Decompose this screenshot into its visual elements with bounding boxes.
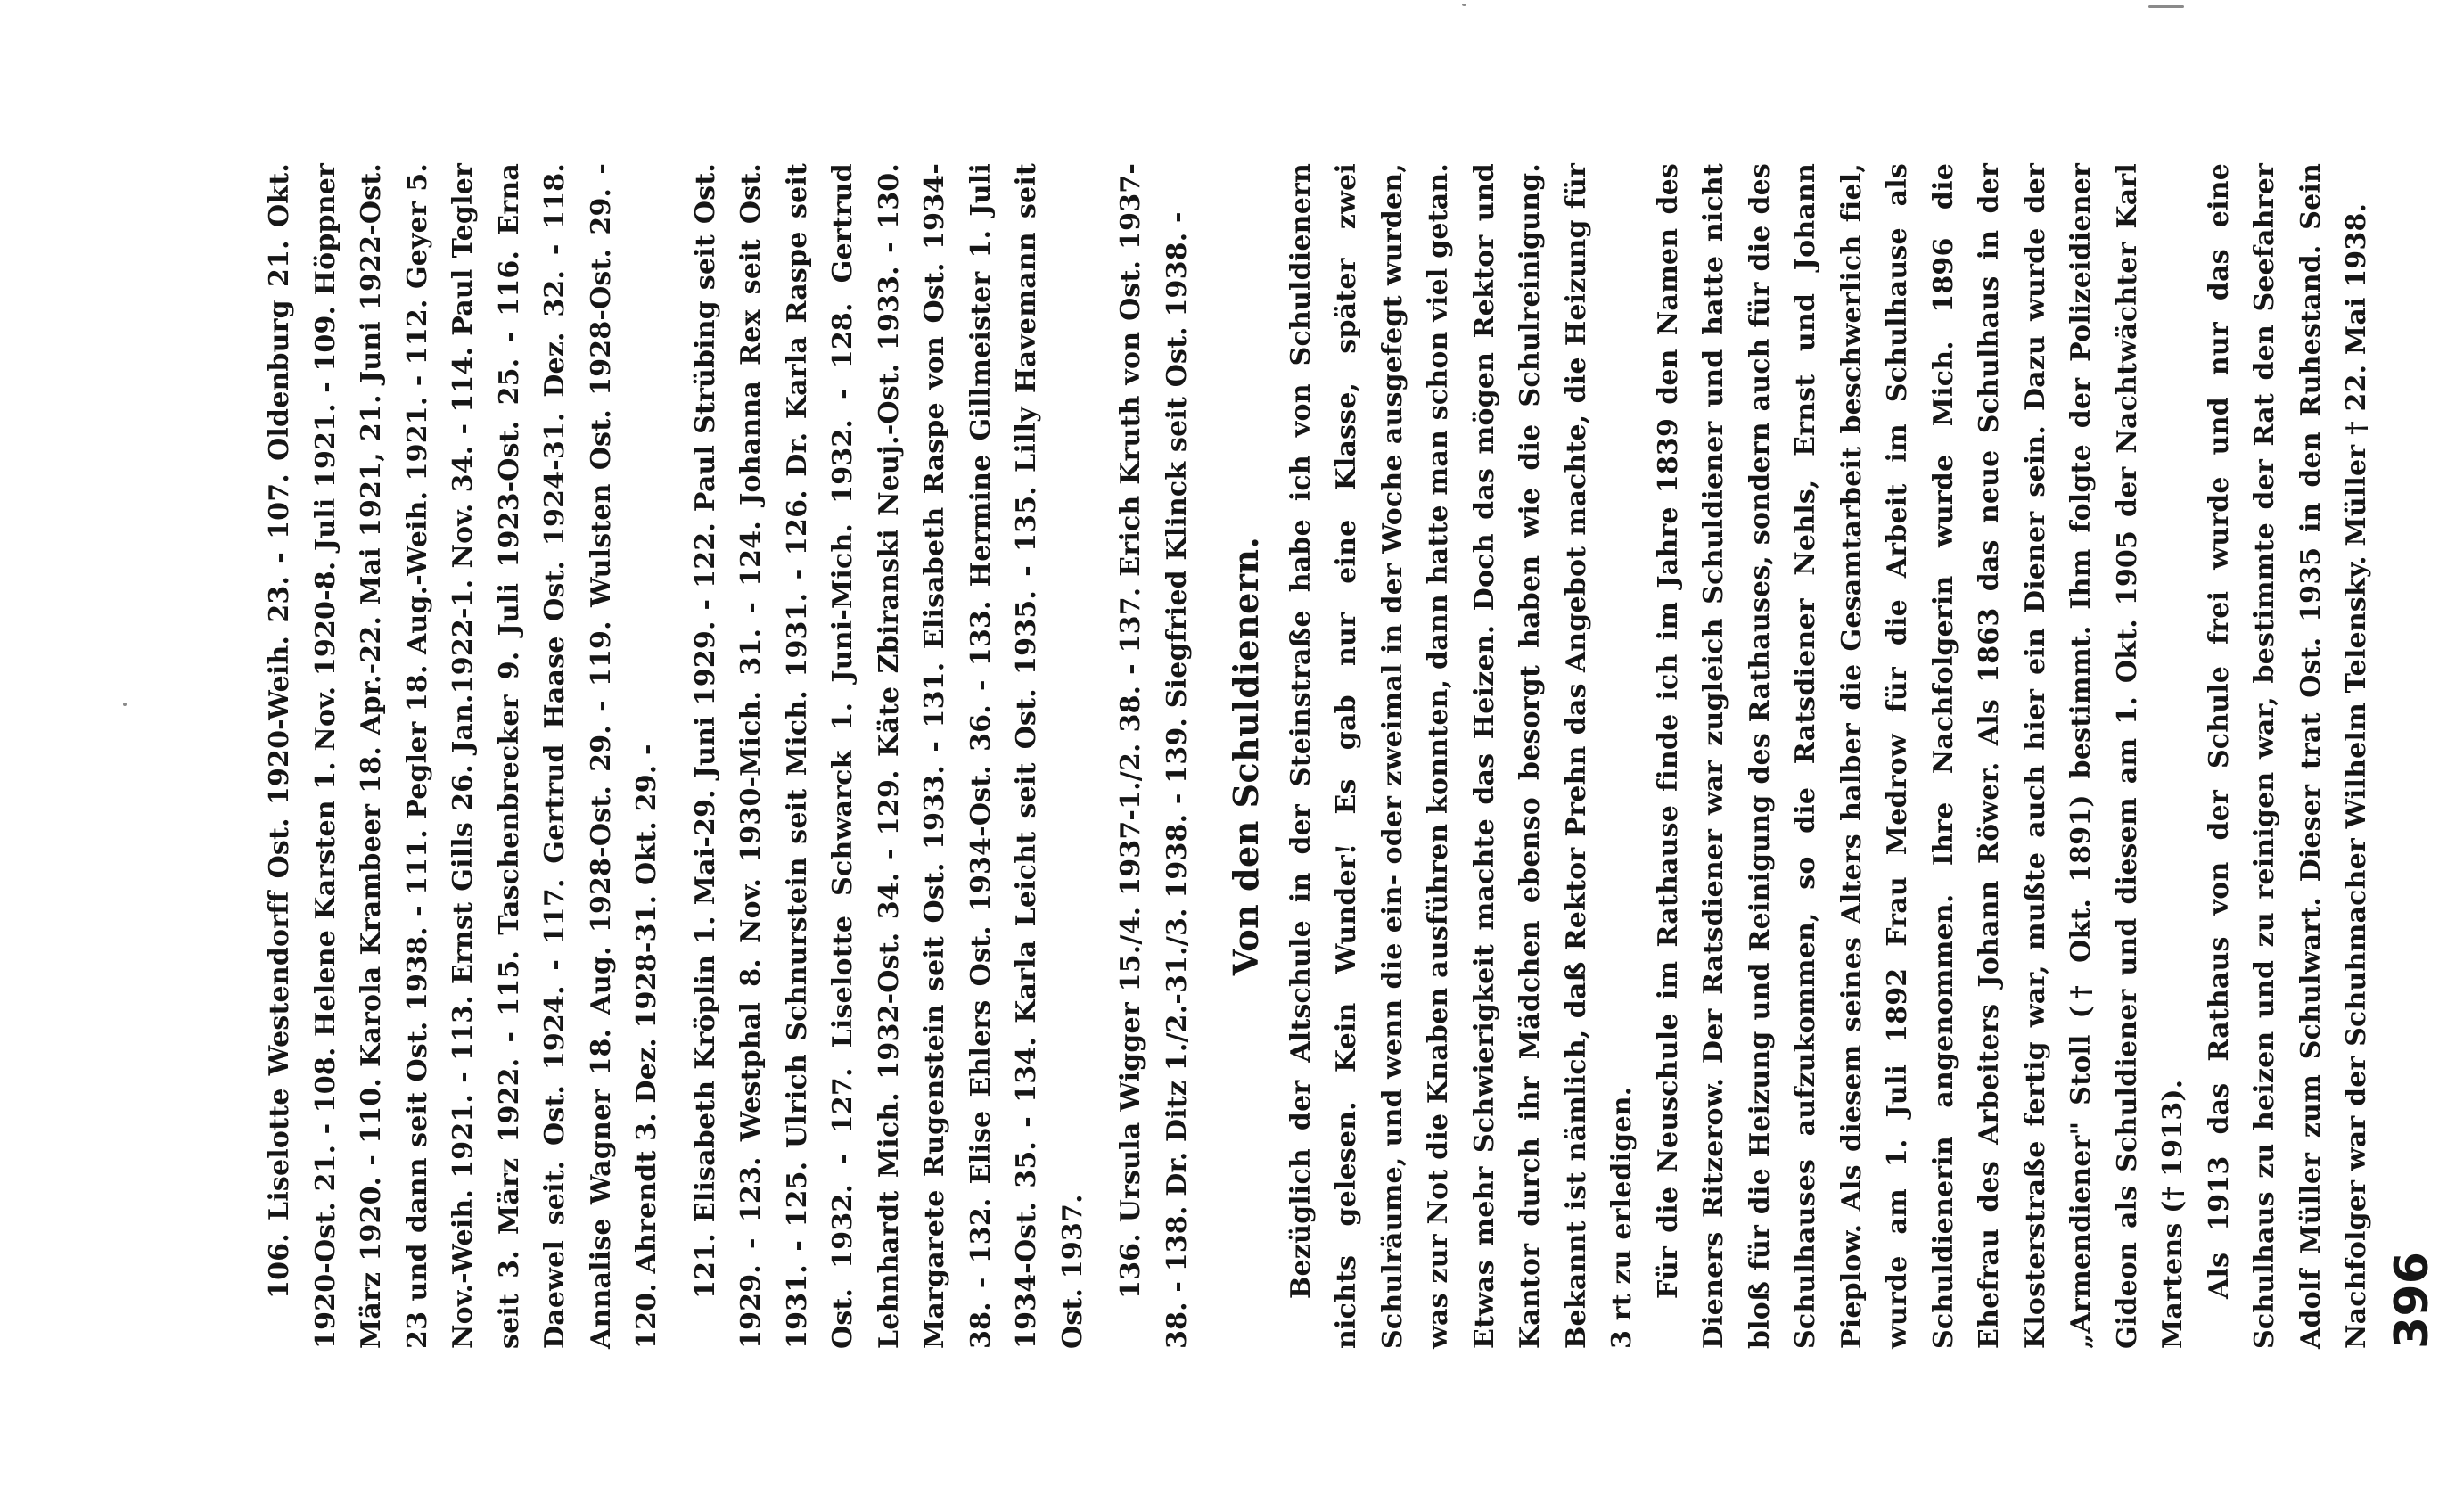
- body-paragraph: Für die Neuschule im Rathause finde ich im Jahre 1839 den Namen des Dieners Ritzerow. Der Ratsdiener war zugleich Schuldiener und hatte nicht bloß für die Heizung und Reinigung des Rathauses, sondern auch für die des Schulhauses aufzukommen, so die Ratsdiener Nehls, Ernst und Johann Pieplow. Als diesem seines Alters halber die Gesamtarbeit beschwerlich fiel, wurde am 1. Juli 1892 Frau Medrow für die Arbeit im Schulhause als Schuldienerin angenommen. Ihre Nachfolgerin wurde Mich. 1896 die Ehefrau des Arbeiters Johann Röwer. Als 1863 das neue Schulhaus in der Klosterstraße fertig war, mußte auch hier ein Diener sein. Dazu wurde der „Armendiener" Stoll († Okt. 1891) bestimmt. Ihm folgte der Polizeidiener Gideon als Schuldiener und diesem am 1. Okt. 1905 der Nachtwächter Karl Martens († 1913).: [1652, 163, 2189, 1349]
- staff-list-paragraph: 106. Liselotte Westendorff Ost. 1920-Weih. 23. - 107. Oldenburg 21. Okt. 1920-Ost. 21. - 108. Helene Karsten 1. Nov. 1920-8. Juli 1921. - 109. Höppner März 1920. - 110. Karola Krambeer 18. Apr.-22. Mai 1921, 21. Juni 1922-Ost. 23 und dann seit Ost. 1938. - 111. Pegler 18. Aug.-Weih. 1921. - 112. Geyer 5. Nov.-Weih. 1921. - 113. Ernst Gills 26. Jan.1922-1. Nov. 34. - 114. Paul Tegler seit 3. März 1922. - 115. Taschenbrecker 9. Juli 1923-Ost. 25. - 116. Erna Daewel seit. Ost. 1924. - 117. Gertrud Haase Ost. 1924-31. Dez. 32. - 118. Annalise Wagner 18. Aug. 1928-Ost. 29. - 119. Wulsten Ost. 1928-Ost. 29. - 120. Ahrendt 3. Dez. 1928-31. Okt. 29. -: [264, 163, 662, 1349]
- staff-list-paragraph: 121. Elisabeth Kröplin 1. Mai-29. Juni 1929. - 122. Paul Strübing seit Ost. 1929. - 123. Westphal 8. Nov. 1930-Mich. 31. - 124. Johanna Rex seit Ost. 1931. - 125. Ulrich Schnurstein seit Mich. 1931. - 126. Dr. Karla Raspe seit Ost. 1932. - 127. Liselotte Schwarck 1. Juni-Mich. 1932. - 128. Gertrud Lehnhardt Mich. 1932-Ost. 34. - 129. Käte Zbiranski Neuj.-Ost. 1933. - 130. Margarete Rugenstein seit Ost. 1933. - 131. Elisabeth Raspe von Ost. 1934-38. - 132. Elise Ehlers Ost. 1934-Ost. 36. - 133. Hermine Gillmeister 1. Juli 1934-Ost. 35. - 134. Karla Leicht seit Ost. 1935. - 135. Lilly Havemann seit Ost. 1937.: [689, 163, 1088, 1349]
- page-number: 396: [2385, 1251, 2439, 1349]
- scan-speck: [1462, 4, 1466, 6]
- staff-list-paragraph: 136. Ursula Wigger 15./4. 1937-1./2. 38. - 137. Erich Kruth von Ost. 1937-38. - 138. Dr. Ditz 1./2.-31./3. 1938. - 139. Siegfried Klinck seit Ost. 1938. -: [1115, 163, 1193, 1349]
- scan-speck: [2148, 5, 2184, 8]
- rotated-page: [257, 163, 2439, 1349]
- scan-speck: [123, 703, 127, 706]
- body-paragraph: Bezüglich der Altschule in der Steinstraße habe ich von Schuldienern nichts gelesen. Kein Wunder! Es gab nur eine Klasse, später zwei Schulräume, und wenn die ein- oder zweimal in der Woche ausgefegt wurden, was zur Not die Knaben ausführen konnten, dann hatte man schon viel getan. Etwas mehr Schwierigkeit machte das Heizen. Doch das mögen Rektor und Kantor durch ihr Mädchen ebenso besorgt haben wie die Schulreinigung. Bekannt ist nämlich, daß Rektor Prehn das Angebot machte, die Heizung für 3 rt zu erledigen.: [1285, 163, 1638, 1349]
- section-heading: Von den Schuldienern.: [1226, 536, 1266, 976]
- body-paragraph: Als 1913 das Rathaus von der Schule frei wurde und nur das eine Schulhaus zu heizen und zu reinigen war, bestimmte der Rat den Seefahrer Adolf Müller zum Schulwart. Dieser trat Ost. 1935 in den Ruhestand. Sein Nachfolger war der Schuhmacher Wilhelm Telensky. Müller † 22. Mai 1938.: [2203, 163, 2372, 1349]
